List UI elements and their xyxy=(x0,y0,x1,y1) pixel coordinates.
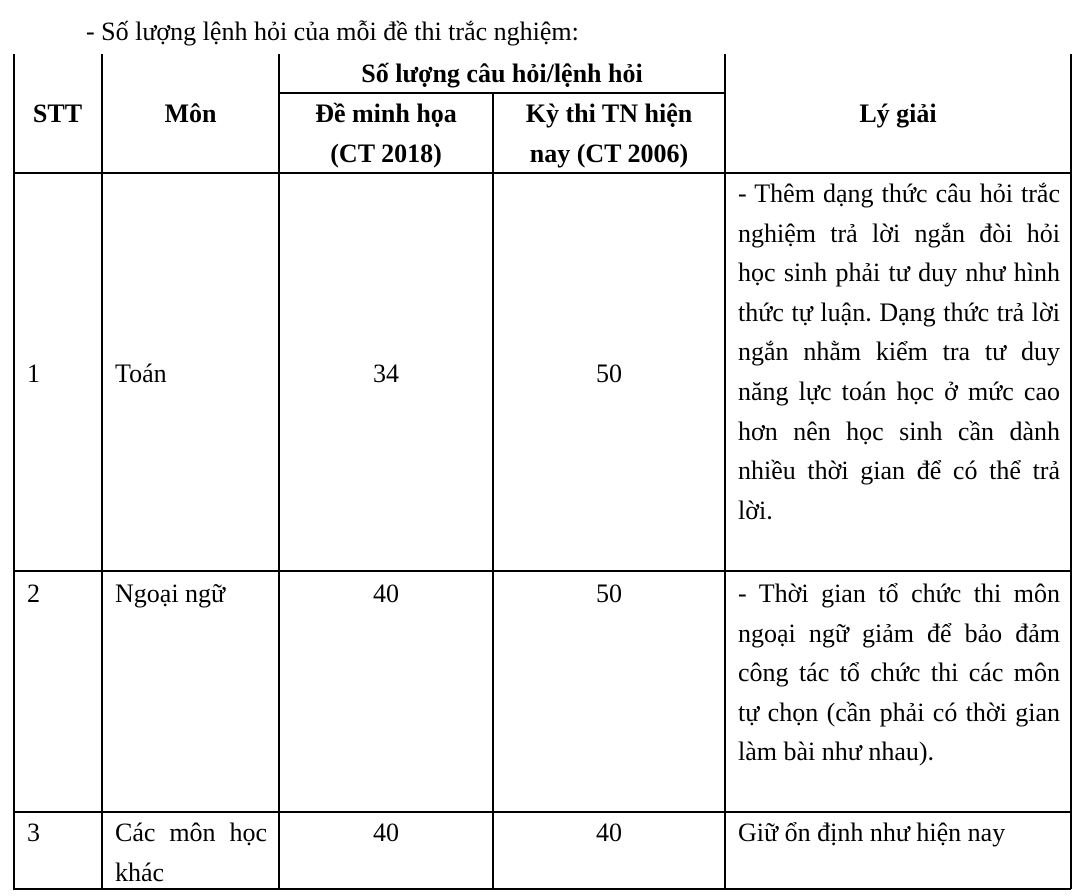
header-de-minh-hoa-line2: (CT 2018) xyxy=(330,138,442,168)
row2-ky-thi: 50 xyxy=(596,579,622,608)
header-stt: STT xyxy=(32,99,83,128)
header-ky-thi xyxy=(493,94,725,173)
row2-stt: 2 xyxy=(27,579,40,608)
row3-ky-thi: 40 xyxy=(596,818,622,847)
table-border xyxy=(492,92,494,889)
header-de-minh-hoa-line1: Đề minh họa xyxy=(315,99,457,128)
row1-ky-thi: 50 xyxy=(596,359,622,388)
row3-de-minh-hoa: 40 xyxy=(373,818,399,847)
row3-ly-giai: Giữ ổn định như hiện nay xyxy=(738,818,1006,847)
row1-mon: Toán xyxy=(115,359,167,388)
row1-stt: 1 xyxy=(27,359,40,388)
header-ky-thi-line1: Kỳ thi TN hiện xyxy=(525,99,693,128)
table-border xyxy=(278,54,280,889)
row2-de-minh-hoa: 40 xyxy=(373,579,399,608)
header-question-count-group: Số lượng câu hỏi/lệnh hỏi xyxy=(361,59,643,88)
table-border xyxy=(13,570,1071,572)
question-count-table xyxy=(13,54,1071,889)
table-border xyxy=(101,54,103,889)
row2-ly-giai: - Thời gian tổ chức thi môn ngoại ngữ giảm để bảo đảm công tác tổ chức thi các môn tự chọn (cần phải có thời gian làm bài như nhau). xyxy=(738,579,1060,767)
table-border xyxy=(13,54,15,889)
table-border xyxy=(1070,54,1072,889)
row3-mon: Các môn học khác xyxy=(115,818,267,887)
intro-line: - Số lượng lệnh hỏi của mỗi đề thi trắc nghiệm: xyxy=(86,17,579,46)
row1-ly-giai: - Thêm dạng thức câu hỏi trắc nghiệm trả lời ngắn đòi hỏi học sinh phải tư duy như hình thức tự luận. Dạng thức trả lời ngắn nhằm kiểm tra tư duy năng lực toán học ở mức cao hơn nên học sinh cần dành nhiều thời gian để có thể trả lời. xyxy=(738,179,1060,525)
header-de-minh-hoa xyxy=(279,94,493,173)
header-ky-thi-line2: nay (CT 2006) xyxy=(529,138,689,168)
header-ly-giai: Lý giải xyxy=(859,99,937,128)
header-mon: Môn xyxy=(164,99,217,128)
table-border xyxy=(724,54,726,889)
row3-stt: 3 xyxy=(27,818,40,847)
row2-mon: Ngoại ngữ xyxy=(115,579,226,608)
row1-de-minh-hoa: 34 xyxy=(373,359,399,388)
